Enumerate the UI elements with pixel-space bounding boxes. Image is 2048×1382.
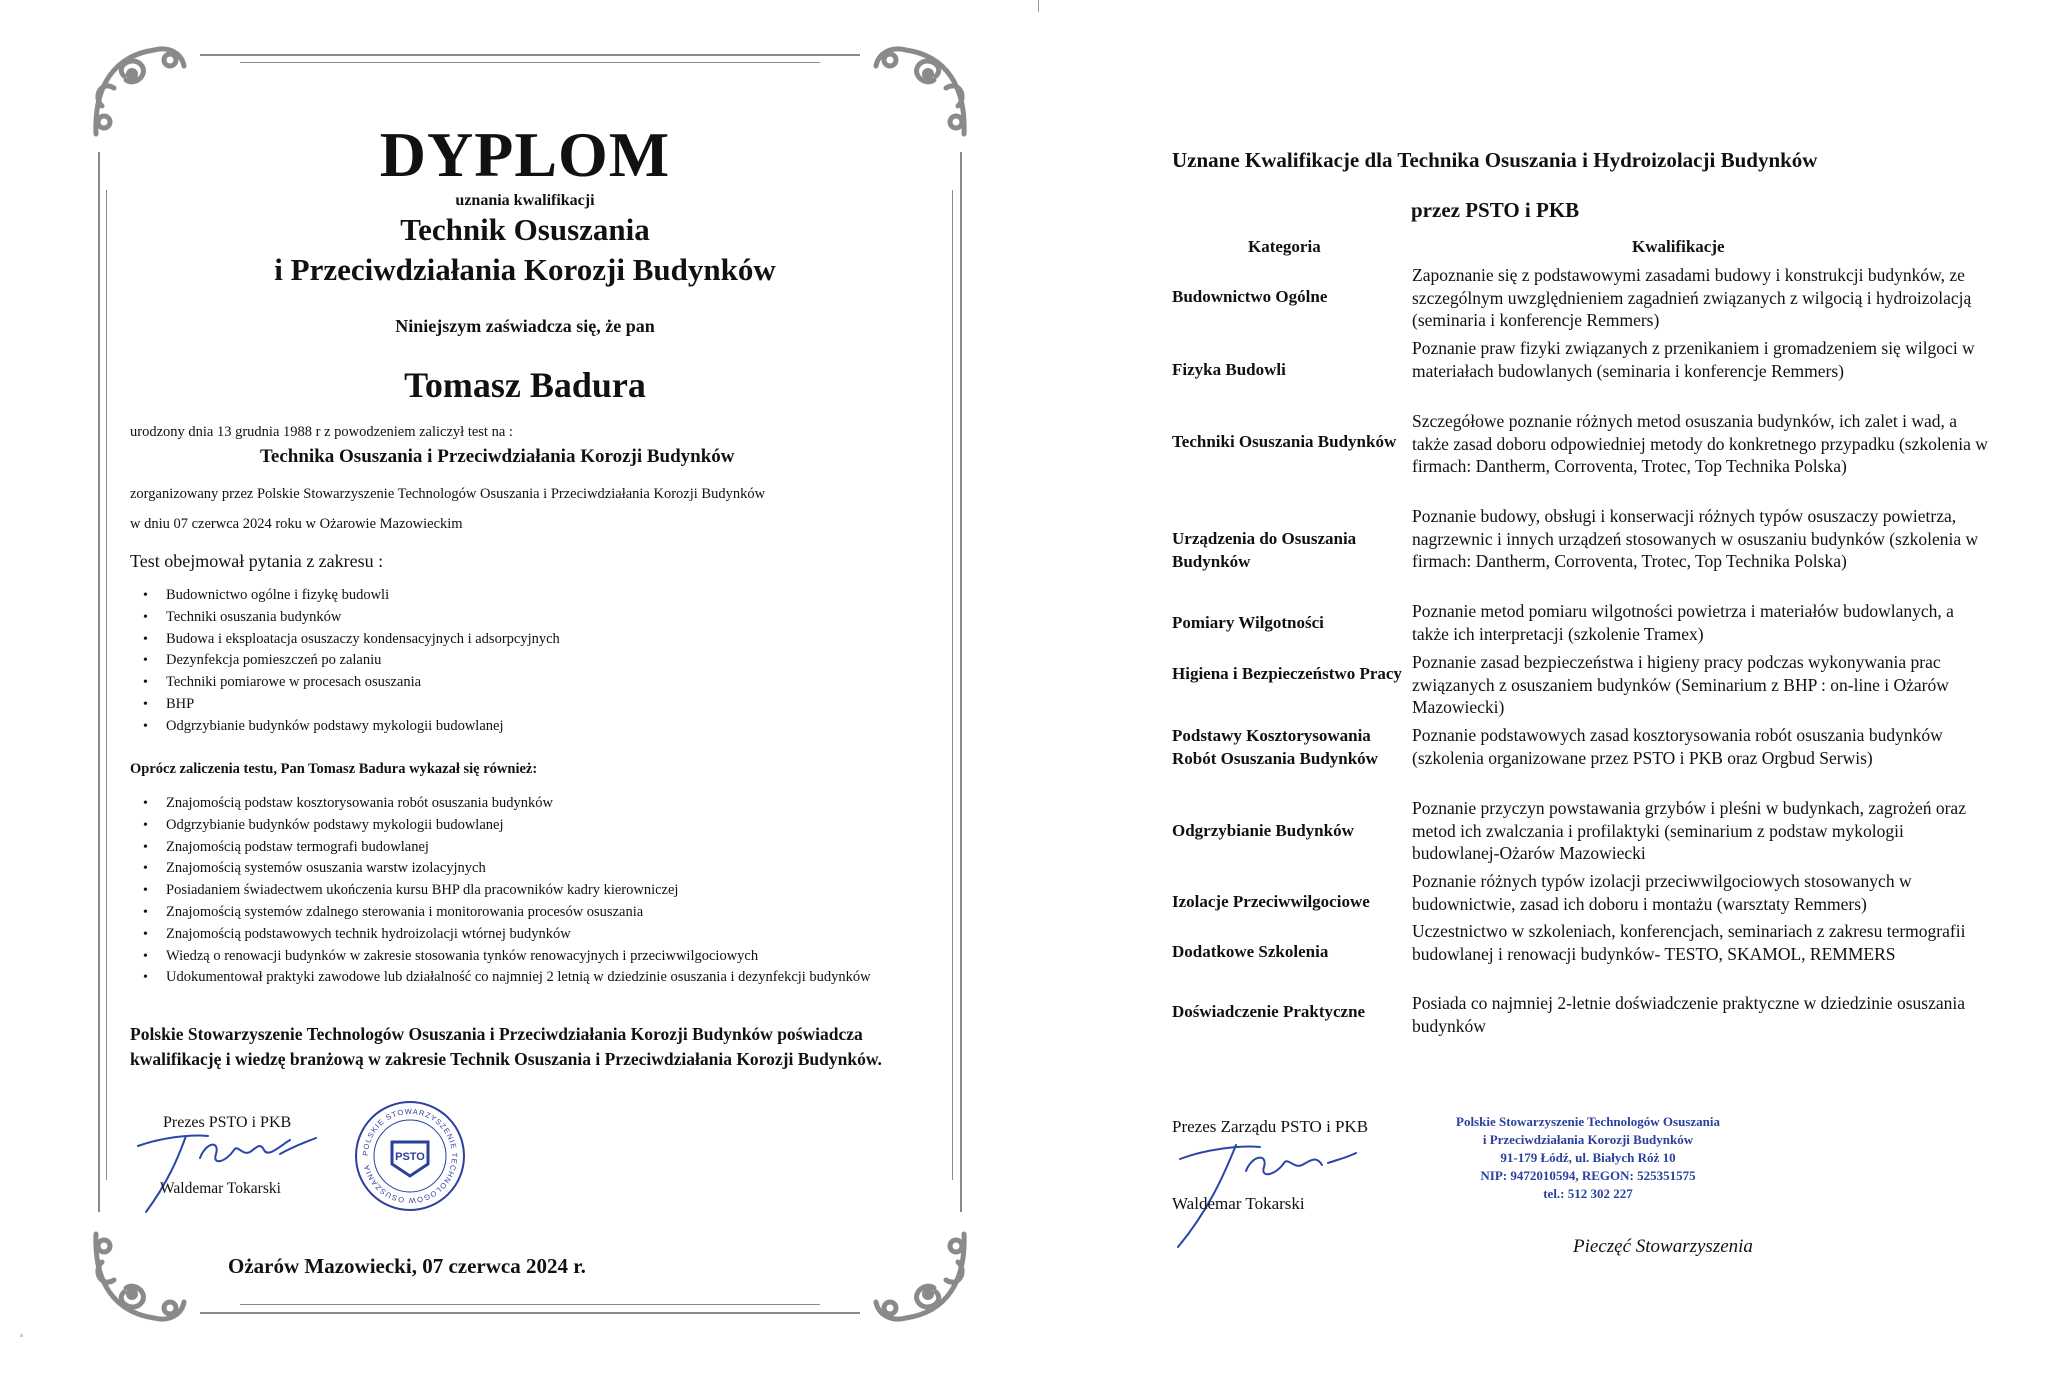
stamp-line: 91-179 Łódź, ul. Białych Róż 10 (1500, 1150, 1676, 1165)
list-item: • Budownictwo ogólne i fizykę budowli (166, 585, 560, 607)
column-header-category: Kategoria (1248, 237, 1321, 256)
row-qualification: Poznanie praw fizyki związanych z przenikaniem i gromadzeniem się wilgoci w materiałach budowlanych (seminaria i konferencje Remmers) (1412, 338, 1975, 381)
birth-statement: urodzony dnia 13 grudnia 1988 r z powodzeniem zaliczył test na : (130, 424, 513, 440)
diploma-qualification-line1: Technik Osuszania (400, 212, 650, 247)
list-item: • Posiadaniem świadectwem ukończenia kursu BHP dla pracowników kadry kierowniczej (166, 880, 926, 902)
row-qualification: Poznanie budowy, obsługi i konserwacji różnych typów osuszaczy powietrza, nagrzewnic i innych urządzeń stosowanych w osuszaniu budynków (szkolenia w firmach: Dantherm, Corroventa, Trotec, Top Technika Polska) (1412, 506, 1979, 571)
board-president-label: Prezes Zarządu PSTO i PKB (1172, 1117, 1369, 1136)
place-and-date: Ożarów Mazowiecki, 07 czerwca 2024 r. (228, 1254, 586, 1278)
signer-name: Waldemar Tokarski (1172, 1194, 1305, 1213)
seal-ring-text: POLSKIE STOWARZYSZENIE TECHNOLOGÓW OSUSZANIA (360, 1106, 460, 1206)
diploma-subtitle: uznania kwalifikacji (455, 192, 595, 209)
stamp-line: NIP: 9472010594, REGON: 525351575 (1480, 1168, 1696, 1183)
association-stamp (1448, 1113, 1728, 1203)
list-item: • Znajomością systemów osuszania warstw izolacyjnych (166, 858, 926, 880)
row-category: Higiena i Bezpieczeństwo Pracy (1172, 664, 1402, 683)
row-qualification: Poznanie metod pomiaru wilgotności powietrza i materiałów budowlanych, a także ich interpretacji (szkolenie Tramex) (1412, 601, 1954, 644)
corner-ornament-icon (866, 1222, 976, 1332)
row-qualification: Szczegółowe poznanie różnych metod osuszania budynków, ich zalet i wad, a także zasad doboru odpowiedniej metody do konkretnego przypadku (szkolenia w firmach: Dantherm, Corroventa, Trotec, Top Technika Polska) (1412, 411, 1988, 476)
stamp-line: Polskie Stowarzyszenie Technologów Osuszania (1456, 1114, 1720, 1129)
row-category: Techniki Osuszania Budynków (1172, 432, 1397, 451)
row-category: Doświadczenie Praktyczne (1172, 1002, 1366, 1021)
corner-ornament-icon (84, 1222, 194, 1332)
list-item: • Znajomością systemów zdalnego sterowania i monitorowania procesów osuszania (166, 902, 926, 924)
list-item: • Odgrzybianie budynków podstawy mykologii budowlanej (166, 815, 926, 837)
list-item: • Znajomością podstawowych technik hydroizolacji wtórnej budynków (166, 924, 926, 946)
row-qualification: Poznanie podstawowych zasad kosztorysowania robót osuszania budynków (szkolenia organizowane przez PSTO i PKB oraz Orgbud Serwis) (1412, 725, 1943, 768)
signature-icon (1150, 1125, 1370, 1255)
signature-icon (130, 1128, 330, 1218)
organizer-statement: zorganizowany przez Polskie Stowarzyszenie Technologów Osuszania i Przeciwdziałania Korozji Budynków (130, 486, 766, 502)
diploma-title: DYPLOM (379, 119, 671, 190)
row-qualification: Zapoznanie się z podstawowymi zasadami budowy i konstrukcji budynków, ze szczególnym uwzględnieniem zagadnień związanych z wilgocią i hydroizolacją (seminaria i konferencje Remmers) (1412, 265, 1972, 330)
column-header-qualifications: Kwalifikacje (1632, 237, 1725, 256)
page-divider (1038, 0, 1039, 12)
list-item: • Budowa i eksploatacja osuszaczy kondensacyjnych i adsorpcyjnych (166, 629, 560, 651)
test-date-place: w dniu 07 czerwca 2024 roku w Ożarowie Mazowieckim (130, 516, 463, 532)
row-category: Podstawy Kosztorysowania Robót Osuszania Budynków (1172, 726, 1378, 768)
additional-skills-heading: Oprócz zaliczenia testu, Pan Tomasz Badura wykazał się również: (130, 761, 538, 777)
test-name: Technika Osuszania i Przeciwdziałania Korozji Budynków (260, 446, 735, 467)
row-qualification: Uczestnictwo w szkoleniach, konferencjach, seminariach z zakresu termografii budowlanej i renowacji budynków- TESTO, SKAMOL, REMMERS (1412, 921, 1966, 964)
scope-heading: Test obejmował pytania z zakresu : (130, 551, 384, 571)
qualifications-heading: Uznane Kwalifikacje dla Technika Osuszania i Hydroizolacji Budynków (1172, 148, 1818, 172)
list-item: • Techniki pomiarowe w procesach osuszania (166, 672, 560, 694)
stamp-line: tel.: 512 302 227 (1543, 1186, 1633, 1201)
skills-list (166, 793, 926, 989)
list-item: • BHP (166, 694, 560, 716)
row-category: Pomiary Wilgotności (1172, 613, 1324, 632)
list-item: • Odgrzybianie budynków podstawy mykologii budowlanej (166, 716, 560, 738)
list-item: • Znajomością podstaw kosztorysowania robót osuszania budynków (166, 793, 926, 815)
row-qualification: Posiada co najmniej 2-letnie doświadczenie praktyczne w dziedzinie osuszania budynków (1412, 993, 1965, 1036)
association-seal-icon (352, 1098, 468, 1214)
row-qualification: Poznanie różnych typów izolacji przeciwwilgociowych stosowanych w budownictwie, zasad ich doboru i montażu (warsztaty Remmers) (1412, 871, 1912, 914)
recipient-name: Tomasz Badura (404, 365, 646, 405)
list-item: • Udokumentował praktyki zawodowe lub działalność co najmniej 2 letnią w dziedzinie osuszania i dezynfekcji budynków (166, 967, 926, 989)
president-label: Prezes PSTO i PKB (163, 1114, 292, 1131)
row-qualification: Poznanie przyczyn powstawania grzybów i pleśni w budynkach, zagrożeń oraz metod ich zwalczania i profilaktyki (seminarium z podstaw mykologii budowlanej-Ożarów Mazowiecki (1412, 798, 1966, 863)
qualifications-subheading: przez PSTO i PKB (1411, 198, 1580, 222)
row-category: Urządzenia do Osuszania Budynków (1172, 529, 1357, 571)
list-item: • Techniki osuszania budynków (166, 607, 560, 629)
diploma-qualification-line2: i Przeciwdziałania Korozji Budynków (274, 252, 776, 287)
list-item: • Znajomością podstaw termografi budowlanej (166, 837, 926, 859)
seal-badge: PSTO (395, 1151, 425, 1163)
row-category: Odgrzybianie Budynków (1172, 821, 1354, 840)
row-category: Dodatkowe Szkolenia (1172, 942, 1329, 961)
row-category: Fizyka Budowli (1172, 360, 1286, 379)
row-qualification: Poznanie zasad bezpieczeństwa i higieny pracy podczas wykonywania prac związanych z osuszaniem budynków (Seminarium z BHP : on-line i Ożarów Mazowiecki) (1412, 652, 1949, 717)
stamp-line: i Przeciwdziałania Korozji Budynków (1482, 1132, 1694, 1147)
list-item: • Dezynfekcja pomieszczeń po zalaniu (166, 650, 560, 672)
stamp-label: Pieczęć Stowarzyszenia (1573, 1236, 1753, 1257)
qualifications-page (1040, 0, 2048, 1382)
signer-name: Waldemar Tokarski (160, 1180, 281, 1197)
certify-statement: Niniejszym zaświadcza się, że pan (395, 316, 655, 336)
row-category: Budownictwo Ogólne (1172, 287, 1328, 306)
closing-statement: Polskie Stowarzyszenie Technologów Osuszania i Przeciwdziałania Korozji Budynków poświadcza kwalifikację i wiedzę branżową w zakresie Technik Osuszania i Przeciwdziałania Korozji Budynków. (130, 1024, 882, 1069)
list-item: • Wiedzą o renowacji budynków w zakresie stosowania tynków renowacyjnych i przeciwwilgociowych (166, 946, 926, 968)
row-category: Izolacje Przeciwwilgociowe (1172, 892, 1370, 911)
scope-list (166, 585, 560, 738)
